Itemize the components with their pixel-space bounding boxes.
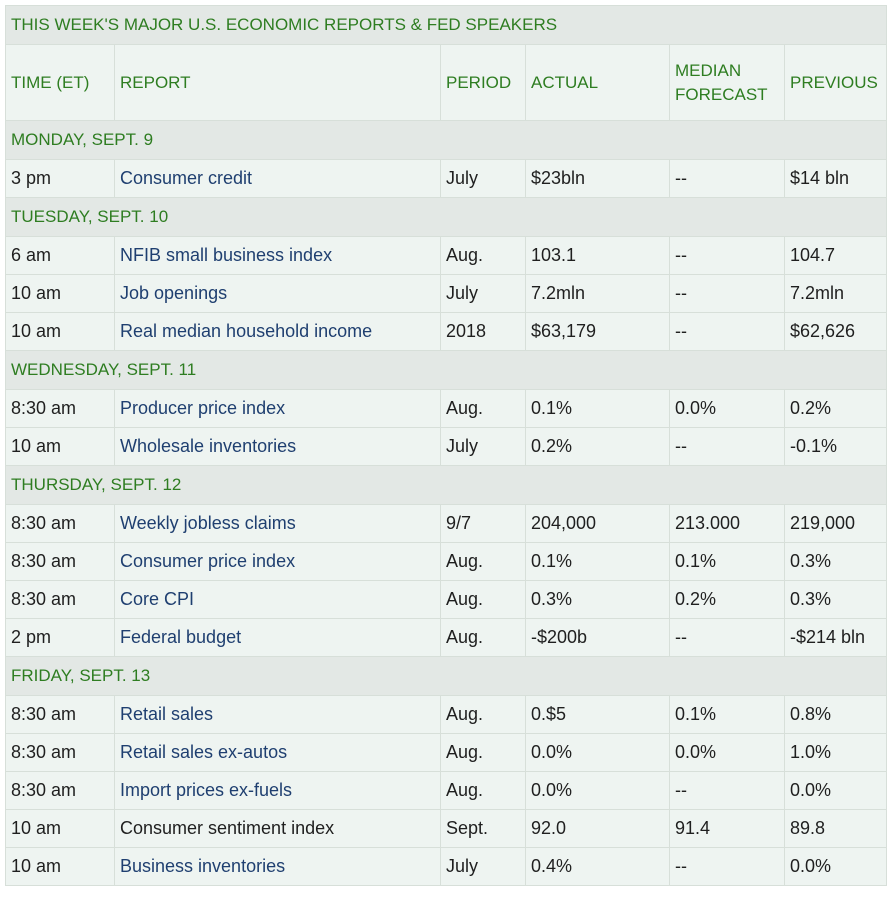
table-row (6, 696, 887, 734)
cell-forecast: 91.4 (670, 810, 785, 848)
table-row (6, 275, 887, 313)
report-link[interactable]: NFIB small business index (115, 237, 441, 275)
header-time: TIME (ET) (6, 45, 115, 121)
cell-report: Consumer sentiment index (115, 810, 441, 848)
cell-time: 10 am (6, 848, 115, 886)
cell-time: 2 pm (6, 619, 115, 657)
cell-actual: $63,179 (526, 313, 670, 351)
cell-time: 10 am (6, 428, 115, 466)
cell-actual: 0.2% (526, 428, 670, 466)
cell-forecast: -- (670, 848, 785, 886)
header-actual: ACTUAL (526, 45, 670, 121)
cell-forecast: -- (670, 772, 785, 810)
day-header-row (6, 121, 887, 160)
table-row (6, 581, 887, 619)
table-row (6, 543, 887, 581)
cell-actual: 204,000 (526, 505, 670, 543)
cell-period: July (441, 848, 526, 886)
cell-period: 9/7 (441, 505, 526, 543)
day-label: WEDNESDAY, SEPT. 11 (6, 351, 887, 390)
day-header-row (6, 657, 887, 696)
header-row (6, 45, 887, 121)
economic-calendar (5, 5, 886, 886)
cell-previous: 0.8% (785, 696, 887, 734)
cell-period: Aug. (441, 734, 526, 772)
report-link[interactable]: Producer price index (115, 390, 441, 428)
table-row (6, 313, 887, 351)
report-link[interactable]: Retail sales (115, 696, 441, 734)
cell-period: Aug. (441, 543, 526, 581)
report-link[interactable]: Consumer price index (115, 543, 441, 581)
day-label: FRIDAY, SEPT. 13 (6, 657, 887, 696)
table-row (6, 160, 887, 198)
report-link[interactable]: Retail sales ex-autos (115, 734, 441, 772)
cell-previous: 219,000 (785, 505, 887, 543)
header-report: REPORT (115, 45, 441, 121)
table-row (6, 428, 887, 466)
day-header-row (6, 198, 887, 237)
table-row (6, 619, 887, 657)
table-title-row (6, 6, 887, 45)
cell-period: 2018 (441, 313, 526, 351)
cell-forecast: -- (670, 237, 785, 275)
cell-time: 8:30 am (6, 390, 115, 428)
cell-period: Aug. (441, 237, 526, 275)
cell-time: 8:30 am (6, 543, 115, 581)
day-header-row (6, 351, 887, 390)
cell-forecast: 213.000 (670, 505, 785, 543)
cell-previous: 7.2mln (785, 275, 887, 313)
report-link[interactable]: Weekly jobless claims (115, 505, 441, 543)
table-row (6, 848, 887, 886)
cell-previous: -0.1% (785, 428, 887, 466)
cell-forecast: 0.1% (670, 696, 785, 734)
report-link[interactable]: Real median household income (115, 313, 441, 351)
cell-period: July (441, 275, 526, 313)
cell-time: 8:30 am (6, 696, 115, 734)
cell-forecast: -- (670, 428, 785, 466)
table-row (6, 734, 887, 772)
report-link[interactable]: Core CPI (115, 581, 441, 619)
cell-period: Aug. (441, 619, 526, 657)
cell-time: 10 am (6, 313, 115, 351)
cell-previous: $62,626 (785, 313, 887, 351)
day-label: MONDAY, SEPT. 9 (6, 121, 887, 160)
day-label: TUESDAY, SEPT. 10 (6, 198, 887, 237)
header-median-line1: MEDIAN (675, 60, 742, 80)
cell-time: 6 am (6, 237, 115, 275)
cell-previous: 1.0% (785, 734, 887, 772)
cell-forecast: -- (670, 619, 785, 657)
cell-forecast: 0.0% (670, 390, 785, 428)
cell-previous: 0.2% (785, 390, 887, 428)
cell-previous: 104.7 (785, 237, 887, 275)
table-row (6, 772, 887, 810)
cell-period: Sept. (441, 810, 526, 848)
cell-previous: 0.3% (785, 543, 887, 581)
table-row (6, 810, 887, 848)
report-link[interactable]: Import prices ex-fuels (115, 772, 441, 810)
table-row (6, 237, 887, 275)
table-row (6, 390, 887, 428)
header-median-line2: FORECAST (675, 84, 768, 104)
report-link[interactable]: Job openings (115, 275, 441, 313)
day-header-row (6, 466, 887, 505)
cell-time: 8:30 am (6, 581, 115, 619)
cell-previous: 0.3% (785, 581, 887, 619)
cell-actual: 0.0% (526, 772, 670, 810)
cell-forecast: -- (670, 160, 785, 198)
cell-period: July (441, 428, 526, 466)
header-previous: PREVIOUS (785, 45, 887, 121)
cell-previous: -$214 bln (785, 619, 887, 657)
cell-previous: 0.0% (785, 772, 887, 810)
day-label: THURSDAY, SEPT. 12 (6, 466, 887, 505)
cell-forecast: -- (670, 313, 785, 351)
cell-forecast: 0.1% (670, 543, 785, 581)
cell-time: 10 am (6, 810, 115, 848)
header-period: PERIOD (441, 45, 526, 121)
cell-actual: 0.1% (526, 390, 670, 428)
report-link[interactable]: Wholesale inventories (115, 428, 441, 466)
cell-actual: 0.1% (526, 543, 670, 581)
cell-period: Aug. (441, 772, 526, 810)
cell-time: 8:30 am (6, 505, 115, 543)
header-median-forecast (670, 45, 785, 121)
cell-forecast: 0.0% (670, 734, 785, 772)
report-link[interactable]: Federal budget (115, 619, 441, 657)
cell-actual: 0.4% (526, 848, 670, 886)
cell-actual: $23bln (526, 160, 670, 198)
cell-actual: 7.2mln (526, 275, 670, 313)
cell-previous: 89.8 (785, 810, 887, 848)
cell-time: 3 pm (6, 160, 115, 198)
cell-previous: 0.0% (785, 848, 887, 886)
cell-time: 8:30 am (6, 734, 115, 772)
cell-time: 8:30 am (6, 772, 115, 810)
cell-actual: -$200b (526, 619, 670, 657)
cell-period: July (441, 160, 526, 198)
cell-forecast: -- (670, 275, 785, 313)
cell-actual: 0.0% (526, 734, 670, 772)
report-link[interactable]: Consumer credit (115, 160, 441, 198)
cell-actual: 0.$5 (526, 696, 670, 734)
cell-actual: 92.0 (526, 810, 670, 848)
cell-actual: 103.1 (526, 237, 670, 275)
cell-previous: $14 bln (785, 160, 887, 198)
cell-period: Aug. (441, 390, 526, 428)
table-title: THIS WEEK'S MAJOR U.S. ECONOMIC REPORTS & FED SPEAKERS (6, 6, 887, 45)
report-link[interactable]: Business inventories (115, 848, 441, 886)
cell-time: 10 am (6, 275, 115, 313)
cell-forecast: 0.2% (670, 581, 785, 619)
economic-reports-table (5, 5, 887, 886)
cell-period: Aug. (441, 581, 526, 619)
cell-actual: 0.3% (526, 581, 670, 619)
cell-period: Aug. (441, 696, 526, 734)
table-row (6, 505, 887, 543)
